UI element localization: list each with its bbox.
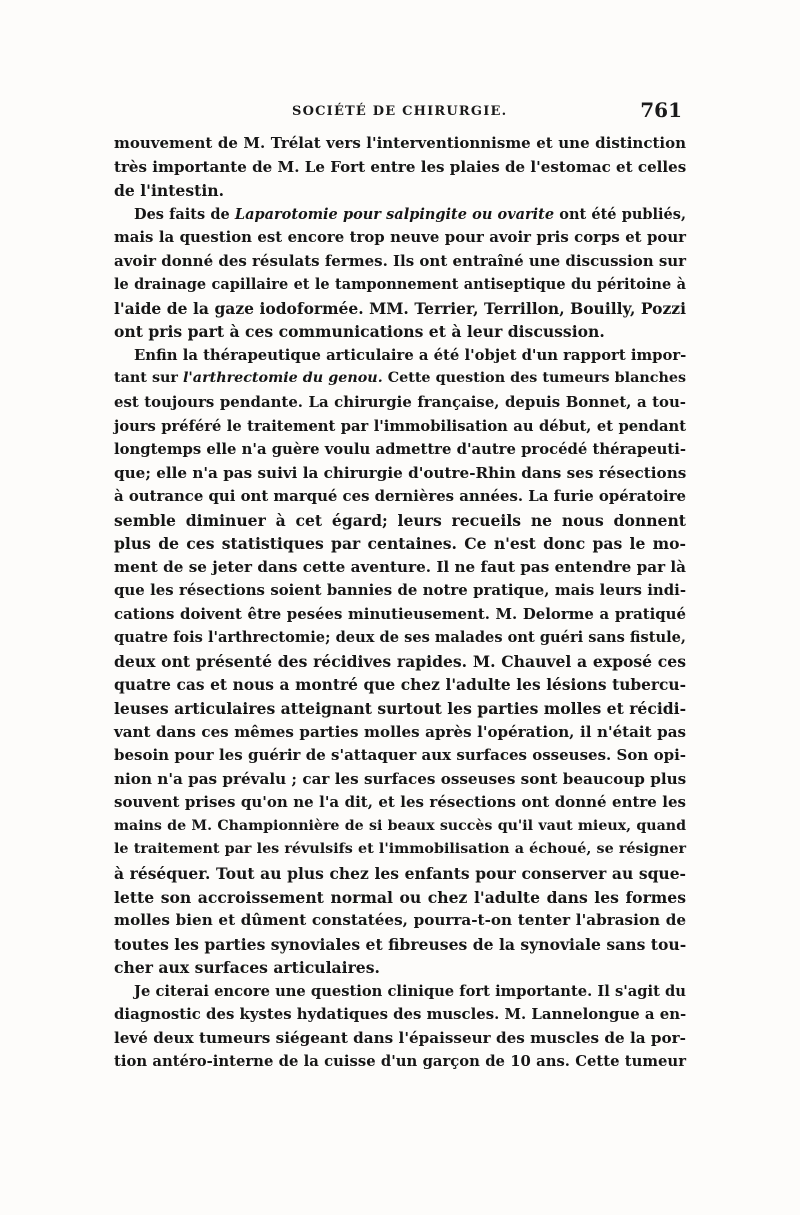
- text-line: mains de M. Championnière de si beaux succès qu'il vaut mieux, quand: [114, 817, 686, 834]
- text-line: [114, 367, 686, 391]
- text-line: Je citerai encore une question clinique fort importante. Il s'agit du: [134, 982, 686, 1000]
- text-line: jours préféré le traitement par l'immobilisation au début, et pendant: [114, 417, 686, 435]
- text-line: quatre fois l'arthrectomie; deux de ses malades ont guéri sans fistule,: [114, 629, 686, 647]
- text-line: vant dans ces mêmes parties molles après l'opération, il n'était pas: [114, 722, 686, 741]
- text-line: que les résections soient bannies de notre pratique, mais leurs indi-: [114, 581, 686, 600]
- running-head: SOCIÉTÉ DE CHIRURGIE.: [292, 104, 508, 119]
- text-line: toutes les parties synoviales et fibreuses de la synoviale sans tou-: [114, 934, 687, 954]
- text-segment: Des faits de: [134, 205, 235, 223]
- text-line: ment de se jeter dans cette aventure. Il ne faut pas entendre par là: [114, 557, 686, 576]
- page-number: 761: [640, 98, 682, 122]
- text-line: molles bien et dûment constatées, pourra-t-on tenter l'abrasion de: [114, 911, 686, 930]
- text-line: très importante de M. Le Fort entre les plaies de l'estomac et celles: [114, 157, 687, 176]
- text-line: que; elle n'a pas suivi la chirurgie d'outre-Rhin dans ses résections: [114, 463, 687, 482]
- text-line: Enfin la thérapeutique articulaire a été l'objet d'un rapport impor-: [134, 346, 687, 364]
- text-line: de l'intestin.: [114, 181, 225, 201]
- text-line: quatre cas et nous a montré que chez l'adulte les lésions tubercu-: [114, 675, 686, 694]
- text-line: souvent prises qu'on ne l'a dit, et les résections ont donné entre les: [114, 793, 686, 812]
- text-segment: tant sur: [114, 370, 183, 387]
- text-line: le traitement par les révulsifs et l'immobilisation a échoué, se résigner: [114, 841, 686, 858]
- text-line: semble diminuer à cet égard; leurs recueils ne nous donnent: [114, 510, 686, 530]
- text-line: longtemps elle n'a guère voulu admettre d'autre procédé thérapeuti-: [114, 441, 686, 459]
- text-line: avoir donné des résulats fermes. Ils ont entraîné une discussion sur: [114, 251, 687, 270]
- text-line: le drainage capillaire et le tamponnement antiseptique du péritoine à: [114, 276, 686, 294]
- text-line: nion n'a pas prévalu ; car les surfaces osseuses sont beaucoup plus: [114, 769, 687, 788]
- text-line: besoin pour les guérir de s'attaquer aux surfaces osseuses. Son opi-: [114, 746, 686, 765]
- page-header: [114, 98, 686, 128]
- text-line: est toujours pendante. La chirurgie française, depuis Bonnet, a tou-: [114, 393, 686, 412]
- text-line: leuses articulaires atteignant surtout les parties molles et récidi-: [114, 699, 687, 719]
- text-line: mouvement de M. Trélat vers l'interventionnisme et une distinction: [114, 134, 686, 152]
- text-segment: Cette question des tumeurs blanches: [382, 370, 686, 387]
- text-line: cations doivent être pesées minutieusement. M. Delorme a pratiqué: [114, 604, 686, 623]
- text-line: lette son accroissement normal ou chez l'adulte dans les formes: [114, 887, 686, 907]
- text-line: l'aide de la gaze iodoformée. MM. Terrier, Terrillon, Bouilly, Pozzi: [114, 298, 686, 318]
- text-line: cher aux surfaces articulaires.: [114, 958, 380, 978]
- text-line: levé deux tumeurs siégeant dans l'épaisseur des muscles de la por-: [114, 1028, 686, 1047]
- text-line: ont pris part à ces communications et à leur discussion.: [114, 322, 605, 342]
- text-line: tion antéro-interne de la cuisse d'un garçon de 10 ans. Cette tumeur: [114, 1053, 686, 1071]
- text-segment: ont été publiés,: [554, 205, 686, 223]
- italic-title: l'arthrectomie du genou.: [183, 370, 383, 387]
- text-line: à outrance qui ont marqué ces dernières années. La furie opératoire: [114, 487, 687, 506]
- text-line: mais la question est encore trop neuve pour avoir pris corps et pour: [114, 228, 686, 247]
- text-line: plus de ces statistiques par centaines. Ce n'est donc pas le mo-: [114, 534, 686, 554]
- text-line: diagnostic des kystes hydatiques des muscles. M. Lannelongue a en-: [114, 1005, 687, 1024]
- text-line: [114, 203, 686, 227]
- body-text: [114, 132, 686, 1074]
- italic-title: Laparotomie pour salpingite ou ovarite: [234, 205, 555, 223]
- text-line: à réséquer. Tout au plus chez les enfants pour conserver au sque-: [114, 863, 686, 883]
- text-line: deux ont présenté des récidives rapides. M. Chauvel a exposé ces: [114, 652, 686, 672]
